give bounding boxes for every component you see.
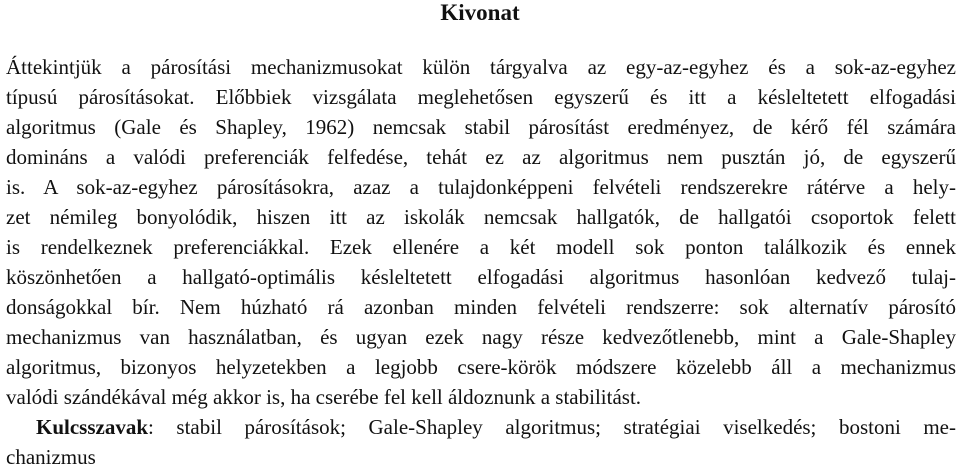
keywords-label: Kulcsszavak [36,415,149,439]
abstract-line: köszönhetően a hallgató-optimális késleltetett elfogadási algoritmus hasonlóan kedvező tulaj- [6,265,956,289]
abstract-line: valódi szándékával még akkor is, ha cserébe fel kell áldoznunk a stabilitást. [6,385,642,409]
abstract-line: is rendelkeznek preferenciákkal. Ezek ellenére a két modell sok ponton találkozik és ennek [6,235,956,259]
abstract-line: domináns a valódi preferenciák felfedése, tehát ez az algoritmus nem pusztán jó, de egyszerű [6,145,956,169]
abstract-line: Áttekintjük a párosítási mechanizmusokat külön tárgyalva az egy-az-egyhez és a sok-az-egyhez [6,55,956,79]
abstract-line: zet némileg bonyolódik, hiszen itt az iskolák nemcsak hallgatók, de hallgatói csoportok felett [6,205,956,229]
abstract-line: donságokkal bír. Nem húzható rá azonban minden felvételi rendszerre: sok alternatív párosító [6,295,956,319]
keywords-line [6,412,956,442]
keywords-text: stabil párosítások; Gale-Shapley algoritmus; stratégiai viselkedés; bostoni me- [153,415,956,439]
abstract-line: típusú párosításokat. Előbbiek vizsgálata meglehetősen egyszerű és itt a késleltetett elfogadási [6,85,956,109]
abstract-line: algoritmus, bizonyos helyzetekben a legjobb csere-körök módszere közelebb áll a mechanizmus [6,355,956,379]
abstract-line: algoritmus (Gale és Shapley, 1962) nemcsak stabil párosítást eredményez, de kérő fél számára [6,115,956,139]
keywords-line-continued: chanizmus [6,445,96,469]
abstract-body [6,52,956,472]
abstract-line: mechanizmus van használatban, és ugyan ezek nagy része kedvezőtlenebb, mint a Gale-Shapley [6,325,956,349]
abstract-line: is. A sok-az-egyhez párosításokra, azaz a tulajdonképpeni felvételi rendszerekre rátérve a hely- [6,175,956,199]
keywords-separator: : [148,415,154,439]
abstract-title: Kivonat [440,0,520,25]
